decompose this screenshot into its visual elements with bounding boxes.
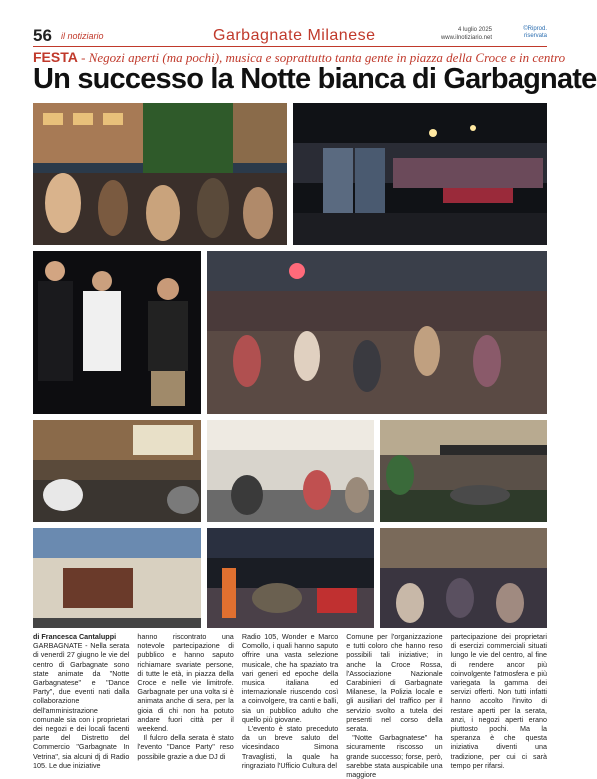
article-byline: di Francesca Cantaluppi xyxy=(33,632,117,641)
article-paragraph: Radio 105, Wonder e Marco Comollo, i quali hanno saputo offrire una vasta selezione musicale, che ha spaziato tra vari generi ed epoche della musica italiana ed internazionale riuscendo così a coinvolgere, tra canti e balli, sia un pubblico adulto che quello più giovane. xyxy=(241,632,339,724)
website: www.ilnotiziario.net xyxy=(440,35,492,41)
article-paragraph: Comune per l'organizzazione e tutti coloro che hanno reso possibili tali iniziative; in anche la Croce Rossa, l'Associazione Nazionale Carabinieri di Garbagnate Milanese, la Polizia locale e gli ausiliari del traffico per il servizio svolto a tutela dei presenti nel corso della serata. xyxy=(346,632,443,734)
article-paragraph: partecipazione dei proprietari di esercizi commerciali situati lungo le vie del centro, al fine di rendere ancor più coinvolgente l'atmosfera e più variegata la gamma dei servizi offerti. Non tutti infatti hanno accolto l'invito di restare aperti per la serata, anzi, i negozi aperti erano piuttosto pochi. Ma la speranza è che questa iniziativa diventi una tradizione, per cui ci sarà tempo per rifarsi. xyxy=(450,632,548,770)
article-paragraph: hanno riscontrato una notevole partecipazione di pubblico e hanno saputo richiamare svariate persone, di tutte le età, in piazza della Croce e nelle vie limitrofe. Garbagnate per una volta si è animata anche di sera, per la gioia di chi non ha potuto andare fuori città per il weekend. xyxy=(137,632,234,734)
header-rule xyxy=(33,46,547,47)
article-column-2 xyxy=(137,632,233,760)
page-header xyxy=(33,26,547,46)
photo-piazza-crowd xyxy=(380,528,547,628)
kicker-separator: - xyxy=(77,50,89,65)
article-column-1 xyxy=(33,632,130,770)
photo-cafe-seating xyxy=(207,420,374,522)
photo-shop-front xyxy=(33,528,201,628)
section-title: Garbagnate Milanese xyxy=(213,27,376,44)
article-column-4 xyxy=(346,632,443,779)
article-body xyxy=(33,632,548,779)
photo-street-tables xyxy=(207,528,374,628)
photo-caffetteria xyxy=(380,420,547,522)
issue-date: 4 luglio 2025 xyxy=(457,27,492,33)
article-paragraph: GARBAGNATE - Nella serata di venerdì 27 giugno le vie del centro di Garbagnate sono state animate da "Notte Garbagnatese" e "Dance Party", due eventi nati dalla collaborazione dell'amministrazione comunale sia con i proprietari dei negozi e dei locali facenti parte del Distretto del Commercio "Garbagnate In Vetrina", sia alcuni dj di Radio 105. Le due iniziative xyxy=(33,641,130,770)
photo-stage-dj xyxy=(293,103,547,245)
photo-dance-party xyxy=(207,251,547,414)
kicker-text: Negozi aperti (ma pochi), musica e soprattutto tanta gente in piazza della Croce e in centro xyxy=(88,50,566,65)
rights-notice xyxy=(523,26,547,40)
article-column-3 xyxy=(241,632,339,770)
photo-bar-tables xyxy=(33,420,201,522)
article-paragraph: L'evento è stato preceduto da un breve saluto del vicesindaco Simona Travaglisti, la quale ha ringraziato l'Ufficio Cultura del xyxy=(241,724,339,770)
newspaper-brand: il notiziario xyxy=(61,31,104,41)
kicker-tag: FESTA xyxy=(33,49,78,65)
article-paragraph: Il fulcro della serata è stato l'evento "Dance Party" reso possibile grazie a due DJ di xyxy=(137,733,234,761)
rights-line-2: riservata xyxy=(523,33,547,39)
rights-line-1: ©Riprod. xyxy=(523,26,547,32)
photo-speakers-stage xyxy=(33,251,201,414)
article-headline: Un successo la Notte bianca di Garbagnate xyxy=(33,63,597,95)
page-number: 56 xyxy=(33,26,52,45)
issue-date-block xyxy=(441,26,492,42)
article-paragraph: "Notte Garbagnatese" ha sicuramente riscosso un grande successo; forse, però, sarebbe stata auspicabile una maggiore xyxy=(346,733,443,779)
photo-crowd-square xyxy=(33,103,287,245)
article-column-5 xyxy=(450,632,548,770)
